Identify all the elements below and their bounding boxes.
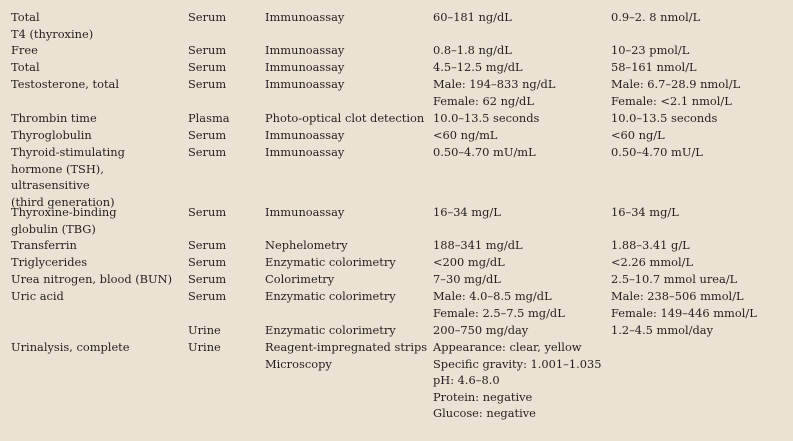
specimen-cell	[188, 204, 258, 221]
conventional-range-cell	[433, 127, 609, 144]
conventional-range-cell-line: Female: 2.5–7.5 mg/dL	[433, 305, 565, 320]
conventional-range-cell-line: Male: 4.0–8.5 mg/dL	[433, 289, 552, 303]
method-cell	[265, 288, 431, 305]
si-range-cell-line: 10.0–13.5 seconds	[611, 111, 718, 125]
conventional-range-cell-line: 10.0–13.5 seconds	[433, 111, 540, 125]
specimen-cell-line: Serum	[188, 238, 227, 252]
conventional-range-cell-line: 7–30 mg/dL	[433, 272, 501, 286]
conventional-range-cell	[433, 271, 609, 288]
si-range-cell-line: <2.26 mmol/L	[611, 255, 694, 269]
conventional-range-cell-line: 60–181 ng/dL	[433, 10, 512, 24]
specimen-cell	[188, 271, 258, 288]
test-name-cell	[11, 144, 181, 210]
test-name-cell-line: Triglycerides	[11, 255, 88, 269]
si-range-cell	[611, 9, 791, 26]
si-range-cell-line: 10–23 pmol/L	[611, 43, 690, 57]
test-name-cell	[11, 271, 181, 288]
method-cell-line: Immunoassay	[265, 77, 345, 91]
specimen-cell	[188, 110, 258, 127]
method-cell-line: Nephelometry	[265, 238, 348, 252]
test-name-cell-line: Thyroid-stimulating	[11, 145, 125, 159]
specimen-cell-line: Serum	[188, 145, 227, 159]
conventional-range-cell	[433, 59, 609, 76]
test-name-cell	[11, 59, 181, 76]
specimen-cell-line: Serum	[188, 272, 227, 286]
method-cell	[265, 59, 431, 76]
specimen-cell	[188, 144, 258, 161]
method-cell-line: Enzymatic colorimetry	[265, 255, 396, 269]
method-cell-line: Immunoassay	[265, 60, 345, 74]
test-name-cell-line: T4 (thyroxine)	[11, 26, 94, 41]
specimen-cell-line: Serum	[188, 255, 227, 269]
si-range-cell-line: 16–34 mg/L	[611, 205, 679, 219]
si-range-cell	[611, 237, 791, 254]
test-name-cell-line: Total	[11, 10, 40, 24]
specimen-cell-line: Serum	[188, 205, 227, 219]
conventional-range-cell-line: 200–750 mg/day	[433, 323, 529, 337]
test-name-cell	[11, 339, 181, 356]
method-cell	[265, 237, 431, 254]
method-cell-line: Colorimetry	[265, 272, 335, 286]
method-cell-line: Immunoassay	[265, 128, 345, 142]
test-name-cell-line: (third generation)	[11, 194, 115, 209]
conventional-range-cell	[433, 76, 609, 109]
conventional-range-cell	[433, 204, 609, 221]
method-cell-line: Immunoassay	[265, 205, 345, 219]
conventional-range-cell	[433, 9, 609, 26]
specimen-cell-line: Urine	[188, 323, 221, 337]
test-name-cell-line: Free	[11, 43, 38, 57]
test-name-cell	[11, 9, 181, 42]
test-name-cell-line: globulin (TBG)	[11, 221, 96, 236]
conventional-range-cell-line: Male: 194–833 ng/dL	[433, 77, 556, 91]
si-range-cell-line: 1.88–3.41 g/L	[611, 238, 690, 252]
test-name-cell-line: Thrombin time	[11, 111, 97, 125]
test-name-cell-line: hormone (TSH),	[11, 161, 104, 176]
specimen-cell	[188, 237, 258, 254]
specimen-cell-line: Serum	[188, 43, 227, 57]
si-range-cell-line: 0.9–2. 8 nmol/L	[611, 10, 701, 24]
conventional-range-cell	[433, 110, 609, 127]
specimen-cell-line: Serum	[188, 128, 227, 142]
specimen-cell-line: Plasma	[188, 111, 230, 125]
test-name-cell	[11, 254, 181, 271]
si-range-cell	[611, 110, 791, 127]
method-cell-line: Immunoassay	[265, 43, 345, 57]
si-range-cell	[611, 254, 791, 271]
test-name-cell-line: Urinalysis, complete	[11, 340, 130, 354]
method-cell-line: Immunoassay	[265, 145, 345, 159]
method-cell	[265, 254, 431, 271]
si-range-cell	[611, 59, 791, 76]
method-cell-line: Microscopy	[265, 356, 332, 371]
method-cell	[265, 9, 431, 26]
si-range-cell	[611, 127, 791, 144]
test-name-cell	[11, 204, 181, 237]
method-cell	[265, 144, 431, 161]
test-name-cell	[11, 42, 181, 59]
method-cell	[265, 127, 431, 144]
si-range-cell	[611, 271, 791, 288]
test-name-cell-line: Urea nitrogen, blood (BUN)	[11, 272, 173, 286]
test-name-cell	[11, 76, 181, 93]
si-range-cell	[611, 76, 791, 109]
test-name-cell	[11, 110, 181, 127]
method-cell	[265, 76, 431, 93]
conventional-range-cell	[433, 237, 609, 254]
conventional-range-cell-line: 16–34 mg/L	[433, 205, 501, 219]
test-name-cell-line: Thyroglobulin	[11, 128, 92, 142]
conventional-range-cell-line: Appearance: clear, yellow	[433, 340, 582, 354]
si-range-cell-line: 0.50–4.70 mU/L	[611, 145, 703, 159]
si-range-cell	[611, 288, 791, 321]
method-cell-line: Immunoassay	[265, 10, 345, 24]
test-name-cell-line: Total	[11, 60, 40, 74]
specimen-cell-line: Urine	[188, 340, 221, 354]
si-range-cell-line: 1.2–4.5 mmol/day	[611, 323, 714, 337]
conventional-range-cell	[433, 339, 609, 422]
conventional-range-cell-line: Female: 62 ng/dL	[433, 93, 534, 108]
method-cell	[265, 339, 431, 372]
method-cell-line: Enzymatic colorimetry	[265, 289, 396, 303]
method-cell-line: Enzymatic colorimetry	[265, 323, 396, 337]
test-name-cell	[11, 237, 181, 254]
si-range-cell-line: 2.5–10.7 mmol urea/L	[611, 272, 738, 286]
conventional-range-cell	[433, 288, 609, 321]
conventional-range-cell-line: Glucose: negative	[433, 406, 536, 421]
si-range-cell	[611, 204, 791, 221]
conventional-range-cell-line: Protein: negative	[433, 389, 533, 404]
conventional-range-cell-line: 188–341 mg/dL	[433, 238, 523, 252]
si-range-cell-line: <60 ng/L	[611, 128, 665, 142]
si-range-cell-line: Male: 238–506 mmol/L	[611, 289, 744, 303]
conventional-range-cell-line: 0.50–4.70 mU/mL	[433, 145, 536, 159]
method-cell	[265, 204, 431, 221]
method-cell	[265, 271, 431, 288]
si-range-cell	[611, 322, 791, 339]
si-range-cell-line: Female: <2.1 nmol/L	[611, 93, 732, 108]
method-cell-line: Photo-optical clot detection	[265, 111, 425, 125]
conventional-range-cell	[433, 322, 609, 339]
conventional-range-cell-line: <200 mg/dL	[433, 255, 505, 269]
specimen-cell-line: Serum	[188, 10, 227, 24]
conventional-range-cell	[433, 42, 609, 59]
si-range-cell	[611, 42, 791, 59]
method-cell-line: Reagent-impregnated strips	[265, 340, 428, 354]
specimen-cell-line: Serum	[188, 289, 227, 303]
specimen-cell	[188, 254, 258, 271]
conventional-range-cell	[433, 144, 609, 161]
specimen-cell	[188, 288, 258, 305]
specimen-cell	[188, 59, 258, 76]
conventional-range-cell-line: Specific gravity: 1.001–1.035	[433, 356, 602, 371]
si-range-cell-line: Male: 6.7–28.9 nmol/L	[611, 77, 741, 91]
specimen-cell-line: Serum	[188, 60, 227, 74]
conventional-range-cell-line: <60 ng/mL	[433, 128, 498, 142]
conventional-range-cell	[433, 254, 609, 271]
specimen-cell	[188, 339, 258, 356]
specimen-cell-line: Serum	[188, 77, 227, 91]
test-name-cell-line: ultrasensitive	[11, 178, 90, 193]
method-cell	[265, 110, 431, 127]
conventional-range-cell-line: 0.8–1.8 ng/dL	[433, 43, 512, 57]
conventional-range-cell-line: pH: 4.6–8.0	[433, 373, 500, 388]
test-name-cell-line: Uric acid	[11, 289, 64, 303]
conventional-range-cell-line: 4.5–12.5 mg/dL	[433, 60, 523, 74]
si-range-cell-line: 58–161 nmol/L	[611, 60, 697, 74]
test-name-cell-line: Transferrin	[11, 238, 77, 252]
test-name-cell	[11, 127, 181, 144]
test-name-cell	[11, 288, 181, 305]
method-cell	[265, 42, 431, 59]
test-name-cell-line: Testosterone, total	[11, 77, 119, 91]
method-cell	[265, 322, 431, 339]
si-range-cell-line: Female: 149–446 mmol/L	[611, 305, 757, 320]
si-range-cell	[611, 144, 791, 161]
specimen-cell	[188, 42, 258, 59]
specimen-cell	[188, 76, 258, 93]
specimen-cell	[188, 127, 258, 144]
specimen-cell	[188, 9, 258, 26]
test-name-cell-line: Thyroxine-binding	[11, 205, 117, 219]
specimen-cell	[188, 322, 258, 339]
